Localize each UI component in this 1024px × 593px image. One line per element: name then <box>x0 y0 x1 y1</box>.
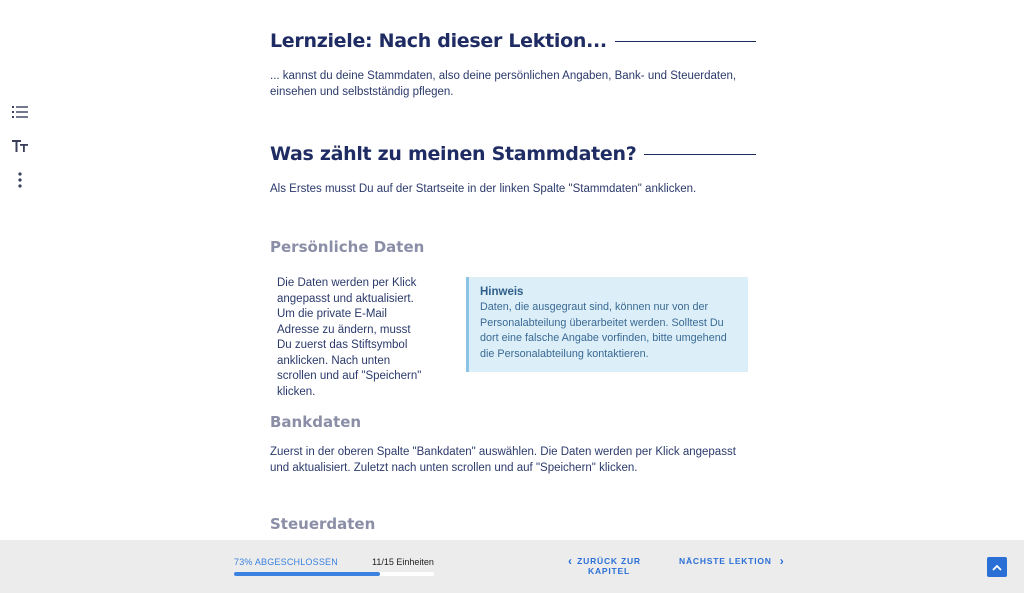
lesson-content <box>270 0 756 540</box>
next-lesson-button[interactable] <box>679 556 784 566</box>
progress-bar-fill <box>234 572 380 576</box>
list-icon <box>12 105 28 119</box>
text-size-icon <box>12 139 28 153</box>
progress-bar <box>234 572 434 576</box>
hint-box <box>466 277 748 372</box>
outline-button[interactable] <box>8 100 32 124</box>
bank-data-text: Zuerst in der oberen Spalte "Bankdaten" auswählen. Die Daten werden per Klick angepasst und aktualisiert. Zuletzt nach unten scrollen und auf "Speichern" klicken. <box>270 446 736 474</box>
stammdaten-text: Als Erstes musst Du auf der Startseite in der linken Spalte "Stammdaten" anklicken. <box>270 183 697 195</box>
goals-heading: Lernziele: Nach dieser Lektion... <box>270 30 607 52</box>
heading-divider <box>615 41 756 42</box>
lesson-toolbar <box>8 100 32 202</box>
personal-data-text: Die Daten werden per Klick angepasst und aktualisiert. Um die private E-Mail Adresse zu ändern, musst Du zuerst das Stiftsymbol anklicken. Nach unten scrollen und auf "Speichern" klicken. <box>277 277 422 398</box>
text-size-button[interactable] <box>8 134 32 158</box>
more-options-button[interactable] <box>8 168 32 192</box>
bank-data-heading: Bankdaten <box>270 413 362 431</box>
stammdaten-heading-row <box>270 143 756 165</box>
chevron-left-icon: ‹ <box>568 554 572 568</box>
stammdaten-heading: Was zählt zu meinen Stammdaten? <box>270 143 637 165</box>
chevron-right-icon: › <box>779 554 784 568</box>
goals-heading-row <box>270 30 756 52</box>
progress-label: 73% ABGESCHLOSSEN <box>234 557 338 567</box>
chevron-up-icon <box>992 564 1002 571</box>
lesson-footer <box>0 540 1024 593</box>
hint-text: Daten, die ausgegraut sind, können nur von der Personalabteilung überarbeitet werden. Solltest Du dort eine falsche Angabe vorfinden, bitte umgehend die Personalabteilung kontaktieren. <box>480 301 727 360</box>
back-to-chapter-button[interactable] <box>568 556 642 576</box>
units-counter: 11/15 Einheiten <box>372 557 434 567</box>
scroll-to-top-button[interactable] <box>987 557 1007 577</box>
personal-data-heading: Persönliche Daten <box>270 238 425 256</box>
goals-text: ... kannst du deine Stammdaten, also deine persönlichen Angaben, Bank- und Steuerdaten, einsehen und selbstständig pflegen. <box>270 70 737 98</box>
hint-title: Hinweis <box>480 286 524 298</box>
next-lesson-label: NÄCHSTE LEKTION <box>679 556 772 566</box>
more-vertical-icon <box>17 172 23 188</box>
heading-divider <box>644 154 756 155</box>
tax-data-heading: Steuerdaten <box>270 515 376 533</box>
back-to-chapter-label: ZURÜCK ZUR KAPITEL <box>577 556 641 576</box>
